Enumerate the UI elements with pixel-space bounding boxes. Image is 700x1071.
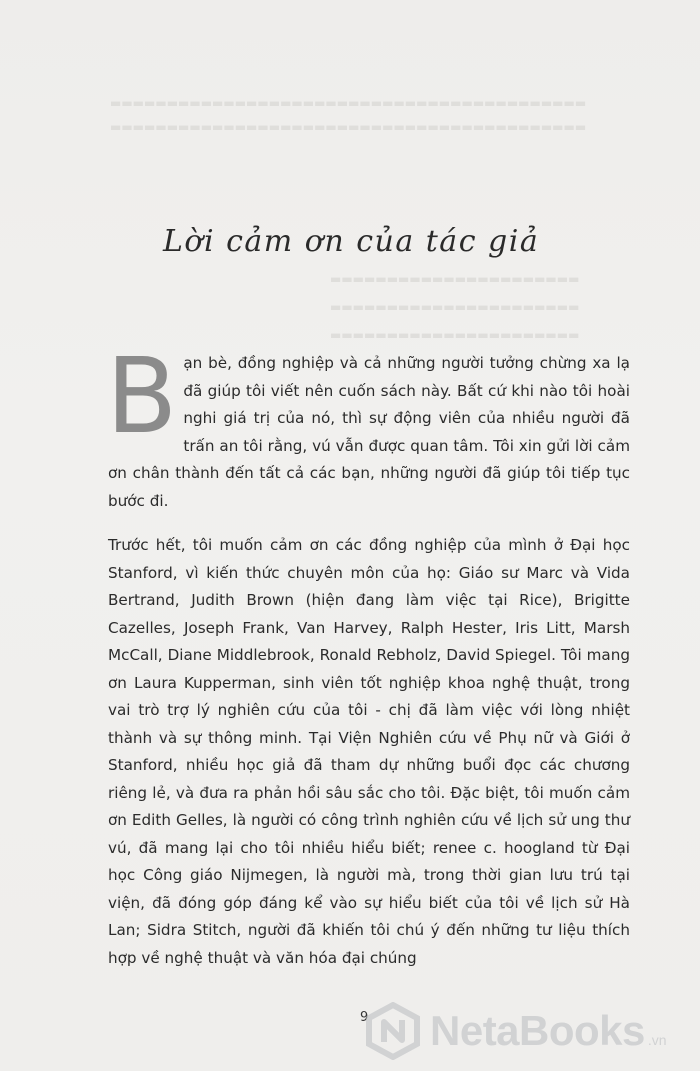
page-number: 9 — [360, 1010, 369, 1025]
paragraph-thanks: Trước hết, tôi muốn cảm ơn các đồng nghiệp của mình ở Đại học Stanford, vì kiến thức chuyên môn của họ: Giáo sư Marc và Vida Bertrand, Judith Brown (hiện đang làm việc tại Rice), Brigitte Cazelles, Joseph Frank, Van Harvey, Ralph Hester, Iris Litt, Marsh McCall, Diane Middlebrook, Ronald Rebholz, David Spiegel. Tôi mang ơn Laura Kupperman, sinh viên tốt nghiệp khoa nghệ thuật, trong vai trò trợ lý nghiên cứu của tôi - chị đã làm việc với lòng nhiệt thành và sự thông minh. Tại Viện Nghiên cứu về Phụ nữ và Giới ở Stanford, nhiều học giả đã tham dự những buổi đọc các chương riêng lẻ, và đưa ra phản hồi sâu sắc cho tôi. Đặc biệt, tôi muốn cảm ơn Edith Gelles, là người có công trình nghiên cứu về lịch sử ung thư vú, đã mang lại cho tôi nhiều hiểu biết; renee c. hoogland từ Đại học Công giáo Nijmegen, là người mà, trong thời gian lưu trú tại viện, đã đóng góp đáng kể vào sự hiểu biết của tôi về lịch sử Hà Lan; Sidra Stitch, người đã khiến tôi chú ý đến những tư liệu thích hợp về nghệ thuật và văn hóa đại chúng — [108, 536, 630, 967]
watermark — [364, 1000, 694, 1062]
watermark-suffix: .vn — [647, 1032, 667, 1048]
chapter-title: Lời cảm ơn của tác giả — [163, 224, 540, 259]
bleed-through-decoration: ▬▬▬▬▬▬▬▬▬▬▬▬▬▬▬▬▬▬▬▬▬▬ — [330, 328, 580, 342]
bleed-through-decoration: ▬▬▬▬▬▬▬▬▬▬▬▬▬▬▬▬▬▬▬▬▬▬▬▬▬▬▬▬▬▬▬▬▬▬▬▬▬▬▬▬▬▬ — [110, 120, 587, 134]
bleed-through-decoration: ▬▬▬▬▬▬▬▬▬▬▬▬▬▬▬▬▬▬▬▬▬▬ — [330, 272, 580, 286]
watermark-brand: NetaBooks — [430, 1007, 645, 1054]
paragraph-intro — [106, 335, 630, 515]
drop-cap: B — [106, 335, 178, 457]
bleed-through-decoration: ▬▬▬▬▬▬▬▬▬▬▬▬▬▬▬▬▬▬▬▬▬▬▬▬▬▬▬▬▬▬▬▬▬▬▬▬▬▬▬▬▬▬ — [110, 96, 587, 110]
bleed-through-decoration: ▬▬▬▬▬▬▬▬▬▬▬▬▬▬▬▬▬▬▬▬▬▬ — [330, 300, 580, 314]
paragraph-intro-text: ạn bè, đồng nghiệp và cả những người tưởng chừng xa lạ đã giúp tôi viết nên cuốn sách này. Bất cứ khi nào tôi hoài nghi giá trị của nó, thì sự động viên của nhiều người đã trấn an tôi rằng, vú vẫn được quan tâm. Tôi xin gửi lời cảm ơn chân thành đến tất cả các bạn, những người đã giúp tôi tiếp tục bước đi. — [108, 354, 630, 510]
body-text — [106, 335, 630, 972]
netabooks-logo-icon — [364, 1002, 422, 1060]
